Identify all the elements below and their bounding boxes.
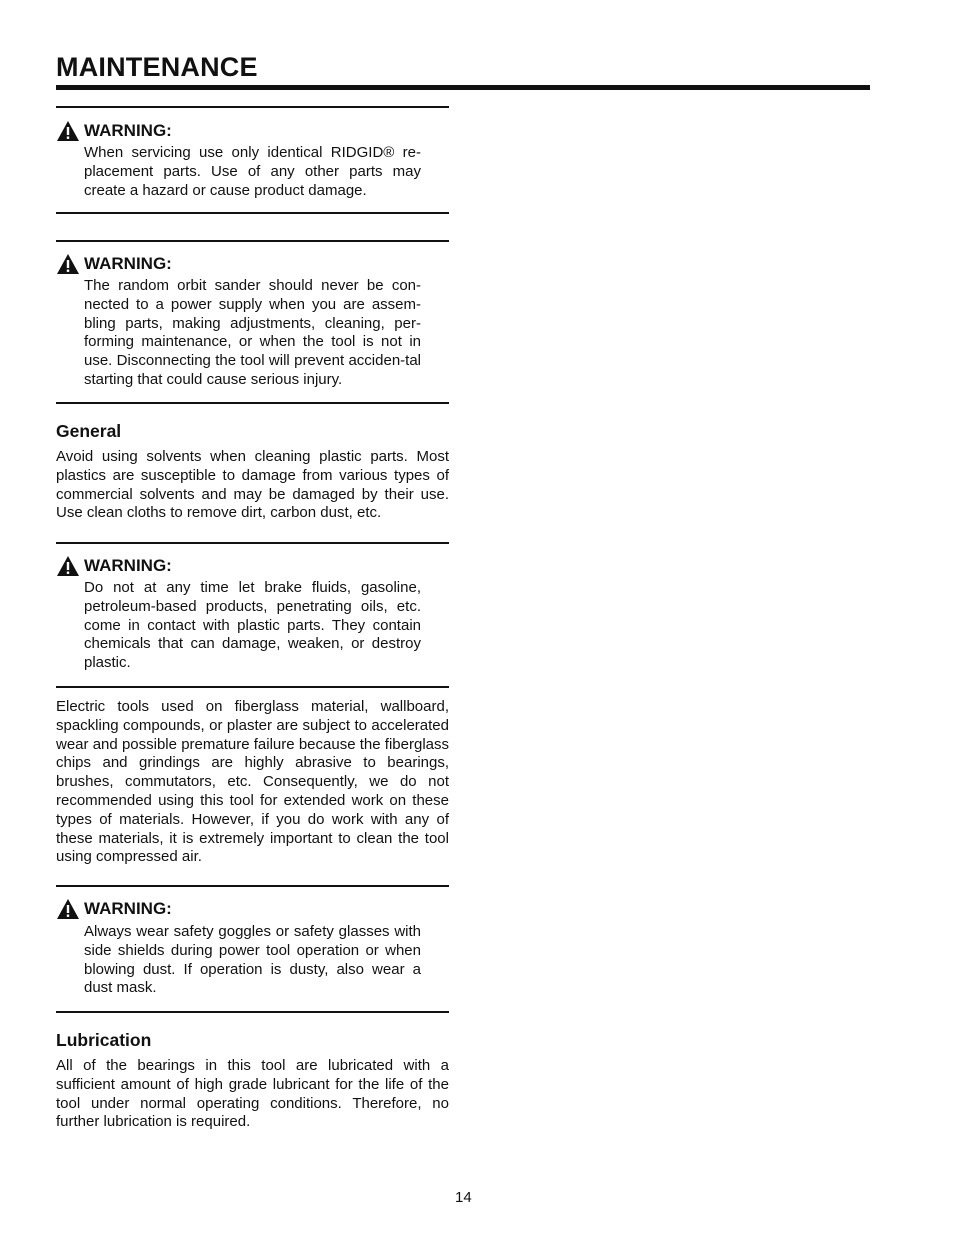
warning-text: The random orbit sander should never be con-nected to a power supply when you are assem-bling parts, making adjustments, cleaning, per-forming maintenance, or when the tool is not in use. Disconnecting the tool will prevent acciden-tal starting that could cause serious injury. xyxy=(84,277,421,388)
title-rule xyxy=(56,85,870,90)
warning-box-replacement-parts xyxy=(56,106,449,214)
warning-heading xyxy=(56,120,172,142)
warning-label: WARNING: xyxy=(84,556,172,575)
page-title: MAINTENANCE xyxy=(56,52,258,82)
warning-heading xyxy=(56,253,172,275)
page-number: 14 xyxy=(455,1189,472,1206)
section-heading-general: General xyxy=(56,421,122,441)
warning-text: Always wear safety goggles or safety glasses with side shields during power tool operation or when blowing dust. If operation is dusty, also wear a dust mask. xyxy=(84,923,421,997)
warning-label: WARNING: xyxy=(84,121,172,140)
warning-text: Do not at any time let brake fluids, gasoline, petroleum-based products, penetrating oils, etc. come in contact with plastic parts. They contain chemicals that can damage, weaken, or destroy plastic. xyxy=(84,579,421,672)
warning-text: When servicing use only identical RIDGID® re-placement parts. Use of any other parts may create a hazard or cause product damage. xyxy=(84,144,421,199)
fiberglass-paragraph: Electric tools used on fiberglass material, wallboard, spackling compounds, or plaster are subject to accelerated wear and possible premature failure because the fiberglass chips and grindings are highly abrasive to bearings, brushes, commutators, etc. Consequently, we do not recommended using this tool for extended work on these types of materials. However, if you do work with any of these materials, it is extremely important to clean the tool using compressed air. xyxy=(56,698,449,866)
section-heading-lubrication: Lubrication xyxy=(56,1030,152,1050)
warning-box-chemicals xyxy=(56,542,449,688)
warning-triangle-icon xyxy=(56,253,80,275)
warning-box-disconnect-power xyxy=(56,240,449,404)
warning-heading xyxy=(56,555,172,577)
warning-box-safety-goggles xyxy=(56,885,449,1013)
warning-heading xyxy=(56,898,172,920)
lubrication-paragraph: All of the bearings in this tool are lubricated with a sufficient amount of high grade lubricant for the life of the tool under normal operating conditions. Therefore, no further lubrication is required. xyxy=(56,1057,449,1131)
warning-triangle-icon xyxy=(56,555,80,577)
warning-label: WARNING: xyxy=(84,254,172,273)
warning-label: WARNING: xyxy=(84,899,172,918)
general-paragraph: Avoid using solvents when cleaning plastic parts. Most plastics are susceptible to damage from various types of commercial solvents and may be damaged by their use. Use clean cloths to remove dirt, carbon dust, etc. xyxy=(56,448,449,522)
warning-triangle-icon xyxy=(56,898,80,920)
warning-triangle-icon xyxy=(56,120,80,142)
